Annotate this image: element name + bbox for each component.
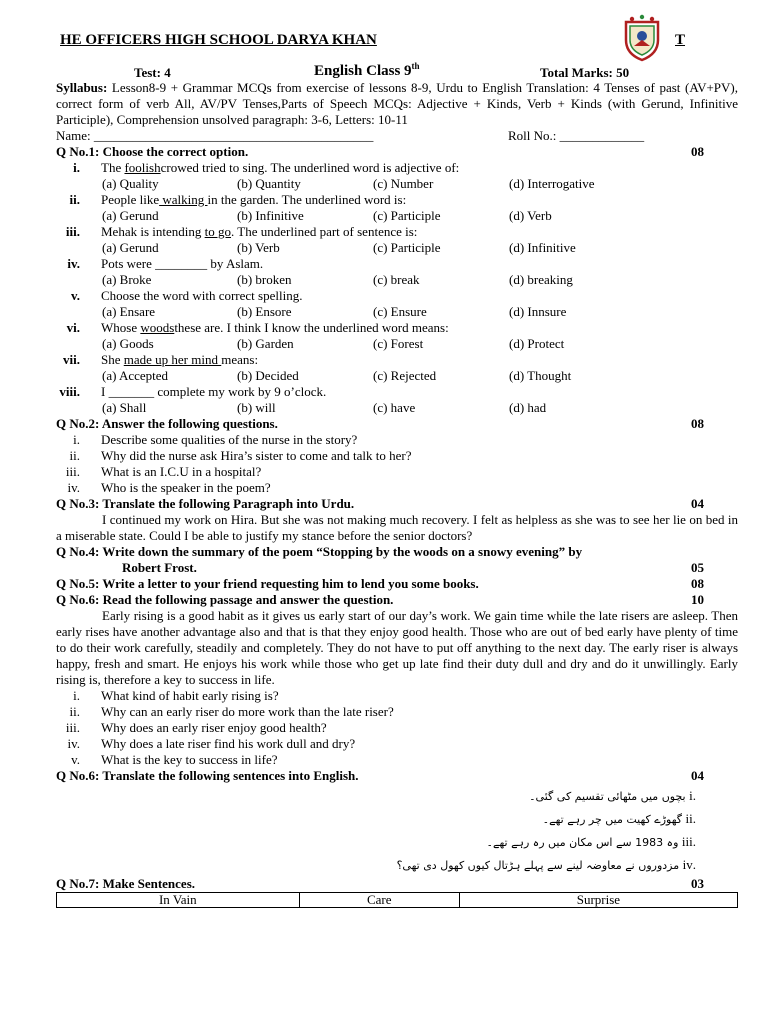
- q6-marks: 10: [691, 592, 704, 607]
- mcq-option[interactable]: (a) Broke: [102, 272, 152, 287]
- mcq-number: iii.: [65, 224, 80, 239]
- q2-question-list: [56, 432, 738, 496]
- mcq-option[interactable]: (d) Infinitive: [509, 240, 576, 255]
- question-text: Why does a late riser find his work dull and dry?: [101, 736, 356, 751]
- question-item: [56, 432, 738, 448]
- mcq-text: Whose woodsthese are. I think I know the underlined word means:: [101, 320, 449, 335]
- sentence-word-cell: In Vain: [57, 893, 300, 908]
- urdu-text: .i بچوں میں مٹھائی تقسیم کی گئی۔: [529, 788, 696, 803]
- q7-words-row: [57, 893, 738, 908]
- mcq-option[interactable]: (b) Decided: [237, 368, 299, 383]
- urdu-sentence: [56, 830, 738, 853]
- syllabus: [56, 80, 738, 128]
- header: [56, 30, 738, 64]
- mcq-option[interactable]: (b) broken: [237, 272, 292, 287]
- mcq-options: [56, 400, 738, 416]
- name-row: [56, 128, 738, 144]
- question-text: Why did the nurse ask Hira’s sister to come and talk to her?: [101, 448, 412, 463]
- mcq-question: [56, 384, 738, 400]
- mcq-option[interactable]: (a) Gerund: [102, 208, 159, 223]
- question-number: iii.: [65, 464, 80, 479]
- mcq-option[interactable]: (c) Participle: [373, 240, 441, 255]
- sentence-word-cell: Surprise: [459, 893, 737, 908]
- mcq-question: [56, 320, 738, 336]
- mcq-option[interactable]: (c) break: [373, 272, 420, 287]
- q6-passage: Early rising is a good habit as it gives us early start of our day’s work. We gain time while the late risers are asleep. Then early rises have another advantage also and that is that they enjoy good health. Those who are out of bed early have plenty of time to do their work carefully, steadily and completely. They do not have to put off anything to the next day. The early riser is always happy, fresh and smart. He enjoys his work while those who get up late find their duty dull and dry and do it unwillingly. Early rising is, therefore a key to success in life.: [56, 608, 738, 687]
- q4-title-cont: Robert Frost.: [122, 560, 197, 575]
- syllabus-label: Syllabus:: [56, 80, 108, 95]
- urdu-sentence: [56, 807, 738, 830]
- mcq-number: i.: [73, 160, 80, 175]
- school-crest-icon: [620, 14, 664, 62]
- q1-mcq-list: [56, 160, 738, 416]
- question-text: Why does an early riser enjoy good health?: [101, 720, 327, 735]
- question-item: [56, 448, 738, 464]
- mcq-question: [56, 224, 738, 240]
- mcq-text: Mehak is intending to go. The underlined part of sentence is:: [101, 224, 418, 239]
- question-text: What is the key to success in life?: [101, 752, 278, 767]
- mcq-option[interactable]: (a) Ensare: [102, 304, 156, 319]
- q6b-marks: 04: [691, 768, 704, 783]
- q7-title: Q No.7: Make Sentences.: [56, 876, 196, 891]
- mcq-option[interactable]: (a) Goods: [102, 336, 154, 351]
- mcq-option[interactable]: (c) Ensure: [373, 304, 427, 319]
- underlined-word: foolish: [124, 160, 161, 175]
- underlined-word: made up her mind: [123, 352, 222, 367]
- test-info-row: [56, 61, 738, 80]
- question-number: ii.: [69, 448, 80, 463]
- mcq-option[interactable]: (d) Innsure: [509, 304, 567, 319]
- q6-heading: [56, 592, 738, 608]
- q6-question-list: [56, 688, 738, 768]
- q7-heading: [56, 876, 738, 892]
- underlined-word: woods: [140, 320, 175, 335]
- urdu-text: .iii وہ 1983 سے اس مکان میں رہ رہے تھے۔: [486, 834, 696, 849]
- mcq-option[interactable]: (a) Gerund: [102, 240, 159, 255]
- question-text: Describe some qualities of the nurse in the story?: [101, 432, 358, 447]
- question-text: Why can an early riser do more work than the late riser?: [101, 704, 394, 719]
- q5-marks: 08: [691, 576, 704, 591]
- question-number: iv.: [67, 480, 80, 495]
- question-number: v.: [71, 752, 80, 767]
- question-number: i.: [73, 432, 80, 447]
- question-text: What is an I.C.U in a hospital?: [101, 464, 262, 479]
- mcq-option[interactable]: (b) Garden: [237, 336, 294, 351]
- mcq-question: [56, 256, 738, 272]
- question-item: [56, 704, 738, 720]
- question-text: Who is the speaker in the poem?: [101, 480, 271, 495]
- mcq-options: [56, 368, 738, 384]
- question-item: [56, 752, 738, 768]
- mcq-options: [56, 208, 738, 224]
- q2-title: Q No.2: Answer the following questions.: [56, 416, 278, 431]
- q3-marks: 04: [691, 496, 704, 511]
- question-item: [56, 720, 738, 736]
- mcq-text: People like walking in the garden. The underlined word is:: [101, 192, 407, 207]
- school-name: HE OFFICERS HIGH SCHOOL DARYA KHAN: [60, 32, 377, 48]
- mcq-question: [56, 288, 738, 304]
- q5-heading: [56, 576, 738, 592]
- mcq-number: iv.: [67, 256, 80, 271]
- mcq-options: [56, 304, 738, 320]
- question-item: [56, 480, 738, 496]
- q6b-urdu-list: [56, 784, 738, 876]
- q3-paragraph: I continued my work on Hira. But she was not making much recovery. I felt as helpless as she was to see her lie on bed in a miserable state. Could I be able to justify my stance before the senior doctors?: [56, 512, 738, 543]
- question-number: i.: [73, 688, 80, 703]
- test-number: Test: 4: [134, 65, 171, 80]
- mcq-question: [56, 192, 738, 208]
- mcq-option[interactable]: (b) will: [237, 400, 276, 415]
- mcq-option[interactable]: (c) Participle: [373, 208, 441, 223]
- q7-table-wrap: [56, 892, 738, 910]
- q3-title: Q No.3: Translate the following Paragraph into Urdu.: [56, 496, 355, 511]
- question-number: iii.: [65, 720, 80, 735]
- name-field[interactable]: Name: ___________________________________________: [56, 128, 374, 143]
- q6b-title: Q No.6: Translate the following sentences into English.: [56, 768, 359, 783]
- mcq-text: Choose the word with correct spelling.: [101, 288, 303, 303]
- q5-title: Q No.5: Write a letter to your friend requesting him to lend you some books.: [56, 576, 479, 591]
- q1-title: Q No.1: Choose the correct option.: [56, 144, 249, 159]
- mcq-option[interactable]: (c) Forest: [373, 336, 424, 351]
- mcq-option[interactable]: (a) Quality: [102, 176, 159, 191]
- mcq-option[interactable]: (b) Quantity: [237, 176, 301, 191]
- total-marks: Total Marks: 50: [540, 65, 630, 80]
- mcq-number: vi.: [66, 320, 80, 335]
- mcq-text: The foolishcrowed tried to sing. The underlined word is adjective of:: [101, 160, 460, 175]
- question-number: ii.: [69, 704, 80, 719]
- q6-title: Q No.6: Read the following passage and answer the question.: [56, 592, 394, 607]
- q4-title: Q No.4: Write down the summary of the poem “Stopping by the woods on a snowy evening” by: [56, 544, 583, 559]
- mcq-number: viii.: [59, 384, 80, 399]
- q3-heading: [56, 496, 738, 512]
- question-item: [56, 736, 738, 752]
- underlined-word: walking: [159, 192, 208, 207]
- mcq-option[interactable]: (c) Rejected: [373, 368, 437, 383]
- q6b-heading: [56, 768, 738, 784]
- mcq-options: [56, 272, 738, 288]
- urdu-text: .iv مزدوروں نے معاوضہ لینے سے پہلے ہڑتال کیوں کھول دی تھی؟: [396, 857, 696, 872]
- mcq-option[interactable]: (c) Number: [373, 176, 434, 191]
- question-text: What kind of habit early rising is?: [101, 688, 279, 703]
- question-number: iv.: [67, 736, 80, 751]
- exam-paper: [56, 30, 738, 910]
- mcq-options: [56, 240, 738, 256]
- q2-marks: 08: [691, 416, 704, 431]
- roll-number-field[interactable]: Roll No.: _____________: [508, 128, 645, 143]
- mcq-option[interactable]: (d) breaking: [509, 272, 573, 287]
- mcq-options: [56, 176, 738, 192]
- q1-heading: [56, 144, 738, 160]
- q1-marks: 08: [691, 144, 704, 159]
- mcq-options: [56, 336, 738, 352]
- mcq-option[interactable]: (d) had: [509, 400, 547, 415]
- mcq-number: vii.: [63, 352, 80, 367]
- q7-marks: 03: [691, 876, 704, 891]
- question-item: [56, 688, 738, 704]
- mcq-option[interactable]: (a) Shall: [102, 400, 147, 415]
- mcq-question: [56, 160, 738, 176]
- mcq-option[interactable]: (b) Ensore: [237, 304, 292, 319]
- mcq-option[interactable]: (b) Verb: [237, 240, 280, 255]
- mcq-option[interactable]: (d) Interrogative: [509, 176, 595, 191]
- q2-heading: [56, 416, 738, 432]
- mcq-option[interactable]: (d) Thought: [509, 368, 572, 383]
- mcq-option[interactable]: (b) Infinitive: [237, 208, 304, 223]
- mcq-option[interactable]: (d) Verb: [509, 208, 552, 223]
- mcq-option[interactable]: (d) Protect: [509, 336, 565, 351]
- q4-marks: 05: [691, 560, 704, 575]
- q4-heading-cont: [56, 560, 738, 576]
- q7-words-table: [56, 892, 738, 908]
- mcq-question: [56, 352, 738, 368]
- sentence-word-cell: Care: [299, 893, 459, 908]
- mcq-text: She made up her mind means:: [101, 352, 259, 367]
- underlined-word: to go: [204, 224, 232, 239]
- urdu-text: .ii گھوڑے کھیت میں چر رہے تھے۔: [542, 811, 696, 826]
- mcq-number: ii.: [69, 192, 80, 207]
- header-letter: T: [675, 32, 686, 48]
- urdu-sentence: [56, 784, 738, 807]
- mcq-text: Pots were ________ by Aslam.: [101, 256, 264, 271]
- subject-title: English Class 9th: [314, 61, 420, 79]
- mcq-option[interactable]: (c) have: [373, 400, 416, 415]
- mcq-number: v.: [70, 288, 80, 303]
- mcq-text: I _______ complete my work by 9 o’clock.: [101, 384, 327, 399]
- question-item: [56, 464, 738, 480]
- urdu-sentence: [56, 853, 738, 876]
- mcq-option[interactable]: (a) Accepted: [102, 368, 169, 383]
- q4-heading: [56, 544, 738, 560]
- syllabus-text: Lesson8-9 + Grammar MCQs from exercise of lessons 8-9, Urdu to English Translation: 4 Tenses of past (AV+PV), correct form of verb All, AV/PV Tenses,Parts of Speech MCQs: Adjective + Kinds, Verb + Kinds (with Gerund, Infinitive Participle), Comprehension unsolved paragraph: 3-6, Letters: 10-11: [56, 80, 738, 127]
